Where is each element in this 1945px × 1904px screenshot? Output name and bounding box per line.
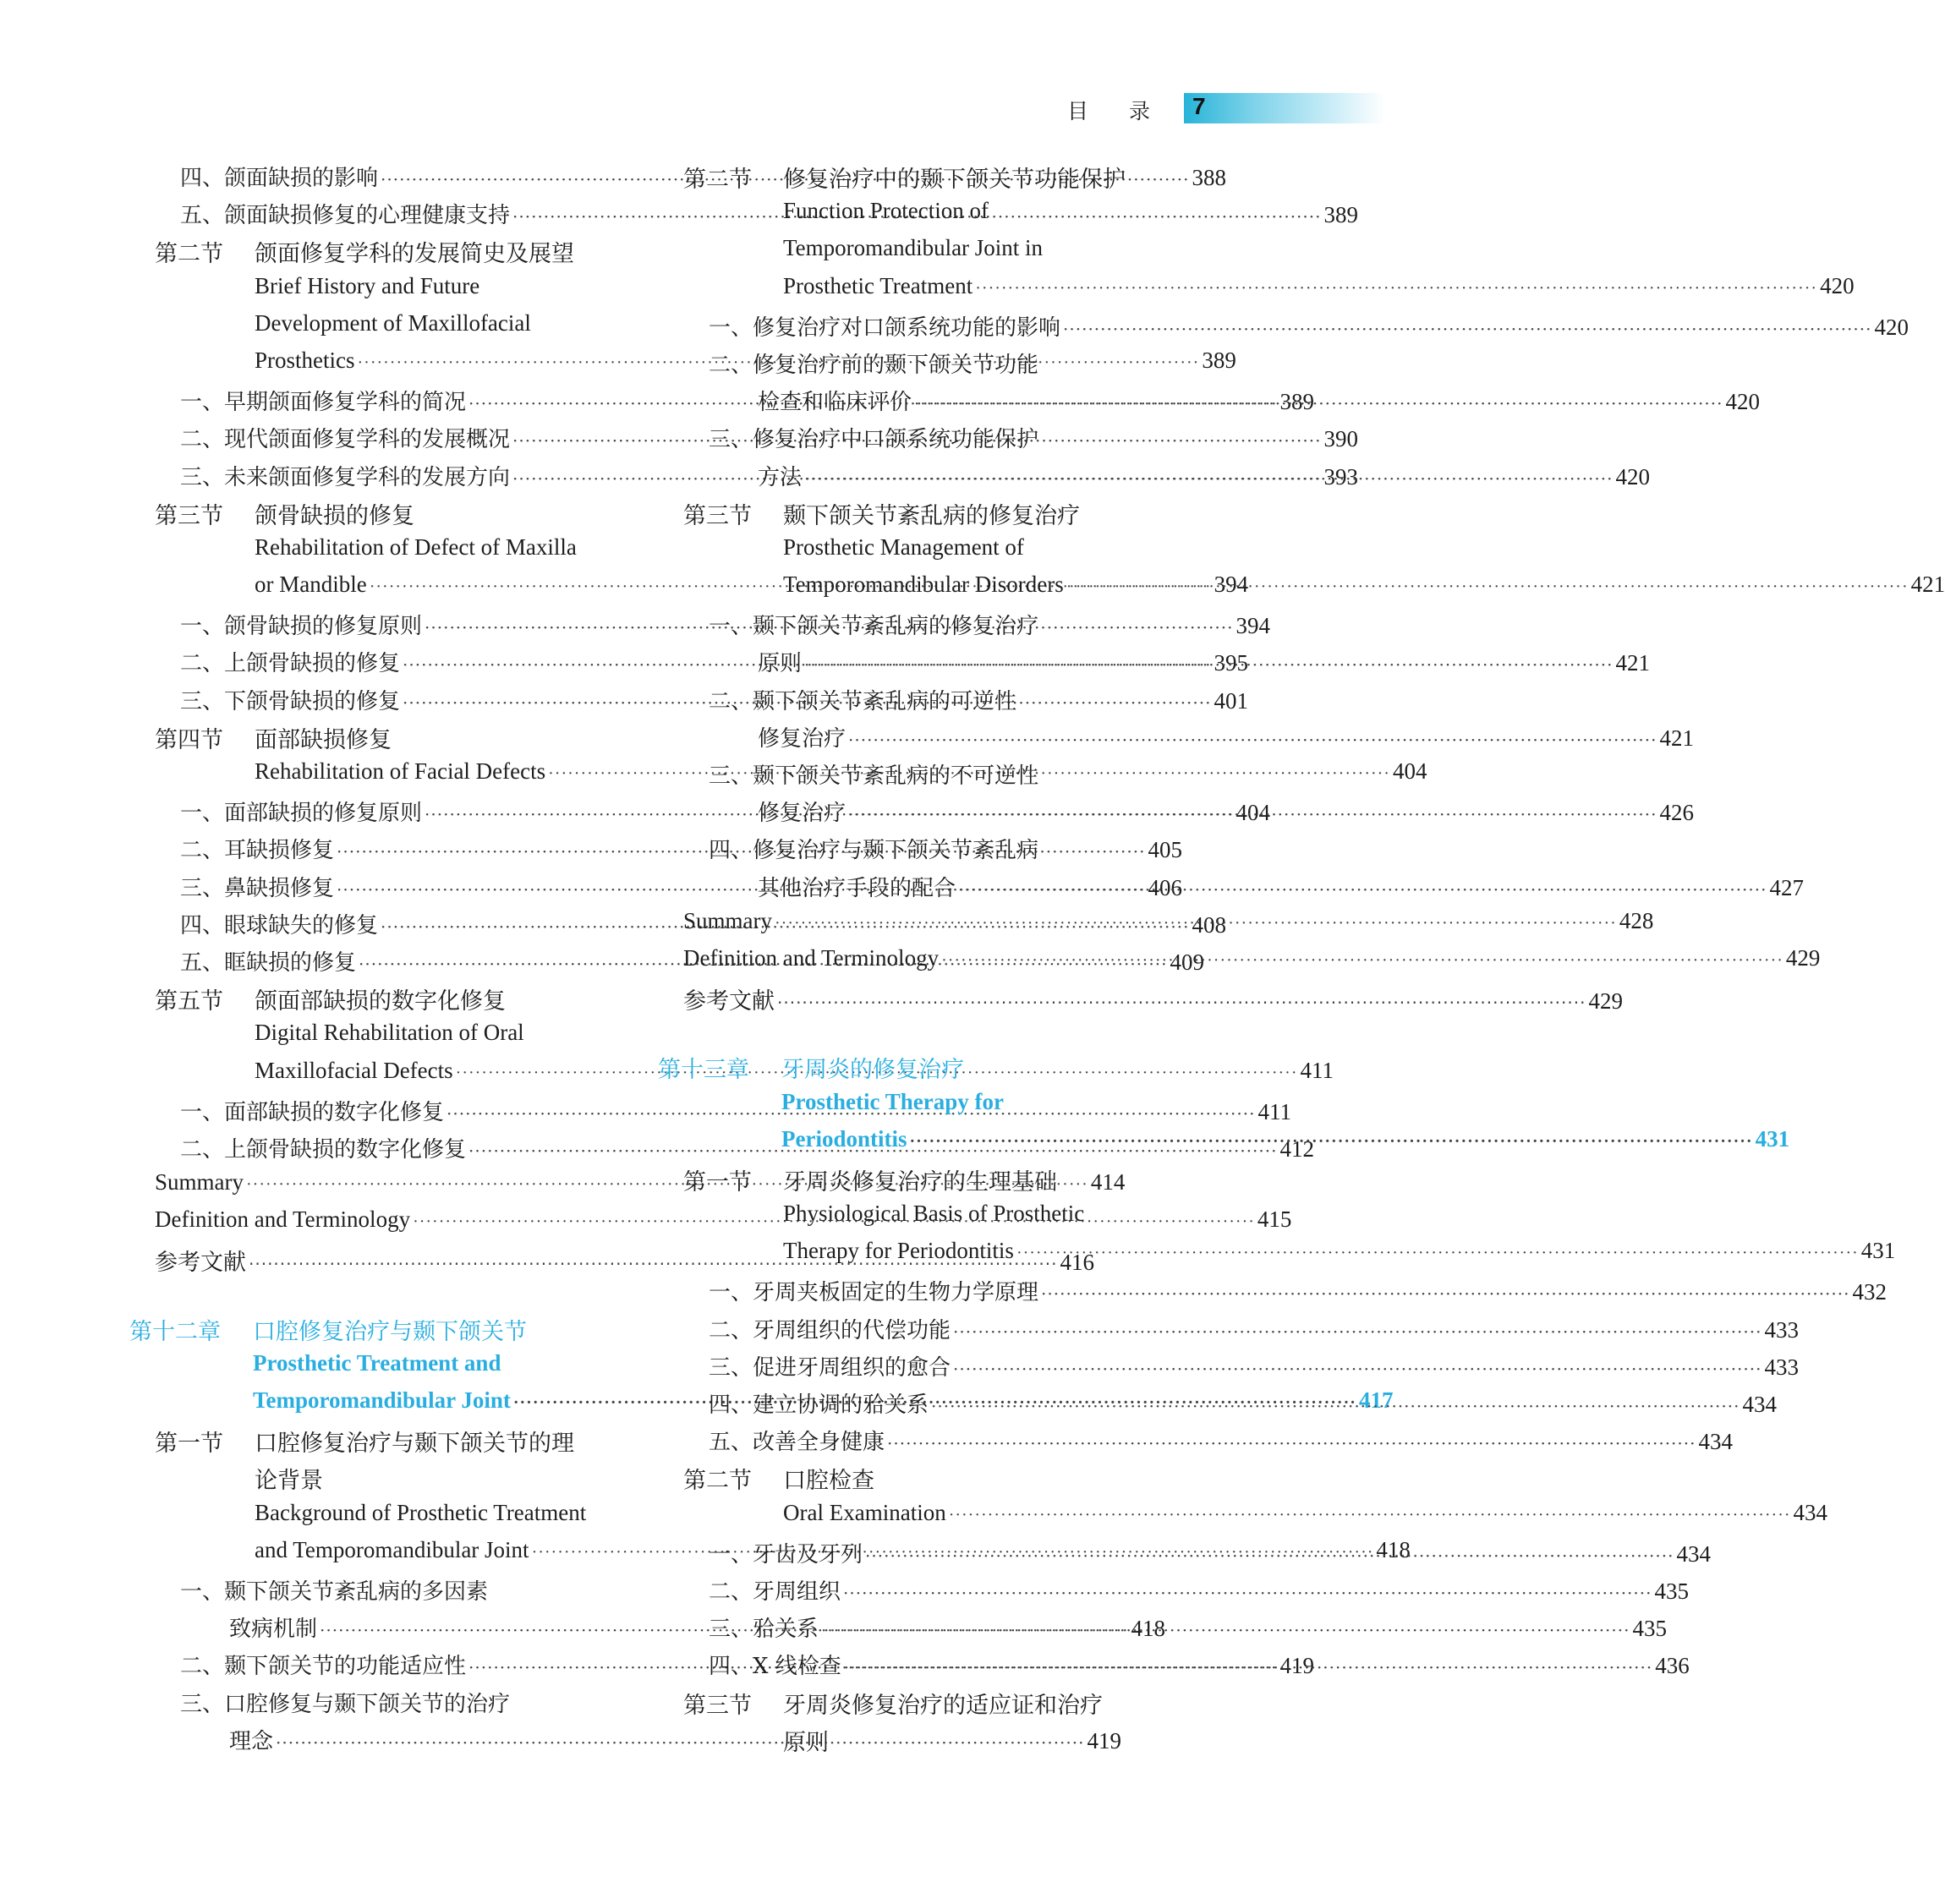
toc-entry-title: 一、早期颌面修复学科的简况 xyxy=(180,390,467,416)
toc-entry-title: 二、牙周组织的代偿功能 xyxy=(709,1317,951,1343)
toc-leader-dots xyxy=(1066,577,1909,597)
toc-entry-title: 颌面修复学科的发展简史及展望 xyxy=(255,241,574,268)
header-title: 目 录 xyxy=(1067,99,1167,123)
toc-entry xyxy=(155,1462,637,1499)
toc-entry xyxy=(683,1275,1887,1312)
toc-entry-title: Summary xyxy=(155,1169,244,1195)
toc-entry-title: 三、𬌗关系 xyxy=(709,1617,819,1643)
toc-entry-page: 405 xyxy=(1148,837,1182,863)
toc-entry-page: 419 xyxy=(1087,1727,1121,1754)
toc-entry-page: 414 xyxy=(1090,1169,1126,1195)
toc-entry-title: 四、X 线检查 xyxy=(709,1654,841,1680)
toc-entry-title: Physiological Basis of Prosthetic xyxy=(783,1201,1085,1227)
toc-entry xyxy=(683,534,1171,572)
toc-entry-page: 421 xyxy=(1659,725,1694,751)
toc-entry xyxy=(683,1499,1828,1537)
toc-entry-title: Function Protection of xyxy=(783,198,989,224)
toc-entry-title: 修复治疗中的颞下颌关节功能保护 xyxy=(783,167,1126,193)
toc-entry xyxy=(683,871,1804,908)
toc-entry-caption: 第十三章 xyxy=(658,1057,749,1084)
toc-entry-title: 一、牙齿及牙列 xyxy=(709,1541,863,1568)
toc-entry-title: Prosthetic Therapy for xyxy=(781,1088,1004,1114)
toc-entry-title: 三、口腔修复与颞下颌关节的治疗 xyxy=(180,1691,511,1717)
toc-entry xyxy=(129,1313,637,1350)
toc-entry xyxy=(683,198,1171,235)
toc-entry xyxy=(155,1574,637,1611)
toc-entry xyxy=(683,161,1171,198)
toc-entry xyxy=(683,1425,1733,1462)
toc-entry-title: 二、颞下颌关节紊乱病的可逆性 xyxy=(709,688,1017,714)
toc-leader-dots xyxy=(843,1583,1652,1603)
toc-entry xyxy=(155,534,637,572)
toc-entry-caption: 第五节 xyxy=(155,988,223,1015)
toc-entry-title: 口腔修复治疗与颞下颌关节的理 xyxy=(255,1431,574,1458)
toc-entry-title: 一、颌骨缺损的修复原则 xyxy=(180,614,423,640)
toc-leader-dots xyxy=(865,1546,1674,1566)
toc-entry-title: 颞下颌关节紊乱病的修复治疗 xyxy=(783,502,1080,529)
toc-entry-page: 431 xyxy=(1755,1125,1790,1152)
toc-leader-dots xyxy=(777,993,1586,1013)
toc-entry xyxy=(683,310,1909,347)
toc-entry-title: 论背景 xyxy=(255,1468,323,1495)
toc-entry xyxy=(683,497,1171,534)
toc-entry-title: 一、面部缺损的修复原则 xyxy=(180,801,423,827)
toc-entry-page: 429 xyxy=(1785,944,1821,971)
page-number-badge xyxy=(1184,93,1385,123)
toc-entry-title: 牙周炎修复治疗的适应证和治疗 xyxy=(783,1692,1103,1719)
toc-entry-page: 421 xyxy=(1910,572,1945,598)
toc-entry xyxy=(683,422,1171,459)
toc-entry-page: 431 xyxy=(1860,1238,1896,1264)
toc-entry xyxy=(155,1687,637,1724)
toc-entry-title: 一、颞下颌关节紊乱病的多因素 xyxy=(180,1578,489,1605)
toc-leader-dots xyxy=(975,279,1817,298)
toc-entry-title: 四、建立协调的𬌗关系 xyxy=(709,1392,929,1418)
toc-entry-title: 口腔修复治疗与颞下颌关节 xyxy=(253,1318,527,1345)
page-number: 7 xyxy=(1192,93,1206,119)
toc-entry-title: Brief History and Future xyxy=(255,272,480,298)
toc-entry-page: 404 xyxy=(1392,758,1427,784)
toc-entry-title: 四、修复治疗与颞下颌关节紊乱病 xyxy=(709,838,1039,864)
toc-entry-title: and Temporomandibular Joint xyxy=(255,1536,529,1562)
toc-leader-dots xyxy=(844,1657,1652,1677)
toc-entry-title: 面部缺损修复 xyxy=(255,726,392,753)
toc-entry-title: Definition and Terminology xyxy=(683,944,940,971)
toc-entry-title: 口腔检查 xyxy=(783,1468,874,1495)
toc-entry xyxy=(155,1500,637,1537)
toc-entry-title: 一、修复治疗对口颌系统功能的影响 xyxy=(709,315,1061,341)
toc-entry xyxy=(683,758,1171,796)
toc-entry-page: 420 xyxy=(1725,389,1760,415)
toc-entry-title: 参考文献 xyxy=(683,988,775,1015)
toc-entry-title: Definition and Terminology xyxy=(155,1206,411,1233)
toc-entry-title: 其他治疗手段的配合 xyxy=(758,875,956,901)
page-header xyxy=(742,93,1385,127)
toc-entry-page: 428 xyxy=(1619,907,1654,933)
toc-entry-title: Temporomandibular Joint xyxy=(253,1387,511,1413)
toc-entry-title: 三、未来颌面修复学科的发展方向 xyxy=(180,464,511,490)
toc-entry xyxy=(683,609,1171,646)
toc-entry xyxy=(683,1611,1667,1649)
toc-entry-title: Rehabilitation of Facial Defects xyxy=(255,758,546,784)
toc-entry-title: 五、颌面缺损修复的心理健康支持 xyxy=(180,203,511,229)
toc-entry-page: 389 xyxy=(1202,347,1236,373)
toc-entry xyxy=(683,1462,1171,1499)
toc-entry xyxy=(155,497,637,534)
toc-entry-page: 395 xyxy=(1214,650,1248,676)
toc-leader-dots xyxy=(958,879,1767,900)
toc-leader-dots xyxy=(953,1321,1761,1342)
toc-entry xyxy=(155,1020,637,1057)
toc-entry-title: 二、修复治疗前的颞下颌关节功能 xyxy=(709,352,1039,378)
toc-leader-dots xyxy=(804,468,1613,489)
toc-spacer xyxy=(155,1282,637,1313)
toc-entry-caption: 第三节 xyxy=(683,1692,752,1719)
toc-leader-dots xyxy=(848,730,1657,750)
toc-entry-title: 原则 xyxy=(783,1729,829,1756)
toc-entry-page: 394 xyxy=(1235,613,1270,639)
toc-entry-page: 419 xyxy=(1279,1653,1314,1679)
toc-entry-page: 415 xyxy=(1257,1206,1292,1233)
toc-entry-page: 411 xyxy=(1300,1057,1334,1083)
toc-entry xyxy=(683,1238,1896,1275)
toc-entry-page: 429 xyxy=(1588,988,1623,1015)
toc-entry xyxy=(683,272,1855,310)
toc-entry-title: 三、促进牙周组织的愈合 xyxy=(709,1354,951,1381)
toc-entry xyxy=(683,721,1694,758)
toc-entry-title: 修复治疗 xyxy=(758,801,846,827)
toc-entry-title: Therapy for Periodontitis xyxy=(783,1238,1014,1264)
toc-entry-title: Summary xyxy=(683,907,772,933)
toc-entry xyxy=(658,1051,1171,1088)
toc-entry-page: 432 xyxy=(1852,1279,1887,1305)
toc-leader-dots xyxy=(848,804,1657,824)
toc-entry-title: 四、颌面缺损的影响 xyxy=(180,166,379,191)
toc-entry-title: 二、现代颌面修复学科的发展概况 xyxy=(180,427,511,453)
toc-entry xyxy=(683,1313,1799,1350)
toc-entry-title: 四、眼球缺失的修复 xyxy=(180,912,379,938)
toc-entry-page: 390 xyxy=(1323,426,1358,452)
toc-entry-title: Oral Examination xyxy=(783,1499,946,1525)
toc-entry-title: Background of Prosthetic Treatment xyxy=(255,1499,587,1525)
toc-leader-dots xyxy=(914,393,1723,413)
toc-entry-page: 435 xyxy=(1654,1578,1689,1604)
toc-entry-page: 436 xyxy=(1655,1653,1690,1679)
toc-entry-title: 三、鼻缺损修复 xyxy=(180,875,335,901)
toc-entry-title: 二、牙周组织 xyxy=(709,1578,841,1605)
toc-entry-title: 三、修复治疗中口颌系统功能保护 xyxy=(709,427,1039,453)
toc-entry-caption: 第一节 xyxy=(683,1168,752,1195)
toc-entry-page: 404 xyxy=(1235,800,1270,826)
toc-entry xyxy=(683,235,1171,272)
toc-leader-dots xyxy=(941,951,1783,971)
toc-entry xyxy=(155,982,637,1020)
toc-entry-page: 389 xyxy=(1323,202,1358,228)
toc-leader-dots xyxy=(931,1396,1740,1416)
toc-entry-title: Temporomandibular Joint in xyxy=(783,235,1044,261)
toc-entry-title: 颌面部缺损的数字化修复 xyxy=(255,988,506,1015)
toc-entry-title: Maxillofacial Defects xyxy=(255,1057,453,1083)
toc-entry-page: 412 xyxy=(1279,1135,1314,1162)
toc-leader-dots xyxy=(1063,319,1871,339)
toc-entry-page: 416 xyxy=(1060,1250,1094,1276)
toc-entry-caption: 第十二章 xyxy=(129,1318,221,1345)
toc-entry xyxy=(155,310,637,347)
toc-entry-caption: 第二节 xyxy=(683,1468,752,1495)
toc-entry-caption: 第二节 xyxy=(155,241,223,268)
toc-entry-title: or Mandible xyxy=(255,572,367,598)
toc-entry-title: 理念 xyxy=(229,1728,274,1754)
toc-entry-title: Rehabilitation of Defect of Maxilla xyxy=(255,533,577,560)
toc-entry-page: 433 xyxy=(1764,1354,1799,1380)
toc-entry-page: 408 xyxy=(1192,911,1226,938)
toc-entry-title: 二、上颌骨缺损的修复 xyxy=(180,651,401,677)
toc-entry-title: 致病机制 xyxy=(229,1617,318,1643)
toc-entry-page: 389 xyxy=(1279,389,1314,415)
toc-entry-page: 435 xyxy=(1632,1616,1667,1642)
toc-entry-page: 420 xyxy=(1874,314,1909,340)
toc-entry-title: 一、颞下颌关节紊乱病的修复治疗 xyxy=(709,614,1039,640)
toc-entry-title: 二、耳缺损修复 xyxy=(180,838,335,864)
toc-entry-page: 434 xyxy=(1742,1392,1777,1417)
toc-entry xyxy=(155,721,637,758)
toc-entry-page: 420 xyxy=(1820,272,1855,298)
toc-entry xyxy=(683,1163,1171,1201)
toc-entry xyxy=(683,1089,1171,1126)
toc-leader-dots xyxy=(821,1620,1630,1640)
toc-entry xyxy=(683,833,1171,870)
toc-entry xyxy=(683,1687,1171,1724)
toc-entry xyxy=(683,1574,1689,1611)
toc-entry-caption: 第二节 xyxy=(683,167,752,193)
toc-leader-dots xyxy=(949,1506,1791,1525)
toc-entry-title: Temporomandibular Disorders xyxy=(783,572,1064,598)
toc-entry-page: 420 xyxy=(1615,463,1650,490)
toc-entry-page: 427 xyxy=(1769,874,1804,900)
toc-entry-page: 418 xyxy=(1131,1616,1165,1642)
toc-entry-title: 三、下颌骨缺损的修复 xyxy=(180,688,401,714)
toc-entry-caption: 第三节 xyxy=(683,502,752,529)
toc-entry-title: Prosthetic Treatment xyxy=(783,272,973,298)
toc-entry xyxy=(155,273,637,310)
toc-entry-title: 牙周炎修复治疗的生理基础 xyxy=(783,1168,1057,1195)
toc-entry-caption: 第一节 xyxy=(155,1431,223,1458)
toc-entry-page: 388 xyxy=(1192,165,1226,190)
toc-leader-dots xyxy=(887,1433,1696,1453)
toc-entry-title: 原则 xyxy=(758,651,803,677)
toc-entry xyxy=(155,1425,637,1462)
toc-entry-title: 五、眶缺损的修复 xyxy=(180,949,357,976)
toc-entry-page: 434 xyxy=(1676,1540,1711,1567)
toc-entry-page: 411 xyxy=(1257,1098,1291,1124)
toc-entry-title: Periodontitis xyxy=(781,1125,907,1152)
toc-entry-title: 颌骨缺损的修复 xyxy=(255,502,414,529)
toc-entry-page: 417 xyxy=(1358,1387,1394,1413)
toc-entry-title: 修复治疗 xyxy=(758,725,846,752)
toc-entry-title: Prosthetic Treatment and xyxy=(253,1349,501,1376)
toc-entry xyxy=(683,1201,1171,1238)
toc-entry-title: 检查和临床评价 xyxy=(758,390,912,416)
toc-entry-title: 牙周炎的修复治疗 xyxy=(781,1057,964,1084)
toc-entry-page: 434 xyxy=(1793,1499,1828,1525)
toc-entry-title: 方法 xyxy=(758,464,803,490)
toc-leader-dots xyxy=(775,914,1617,933)
toc-entry-title: Prosthetics xyxy=(255,347,355,373)
toc-entry-title: 三、颞下颌关节紊乱病的不可逆性 xyxy=(709,763,1039,789)
toc-entry-page: 394 xyxy=(1214,572,1249,598)
toc-leader-dots xyxy=(953,1359,1761,1379)
toc-entry-title: 一、面部缺损的数字化修复 xyxy=(180,1099,445,1125)
toc-leader-dots xyxy=(1041,1283,1849,1304)
toc-entry-page: 433 xyxy=(1764,1316,1799,1343)
toc-entry-title: 参考文献 xyxy=(155,1250,246,1277)
toc-entry-title: Development of Maxillofacial xyxy=(255,309,531,336)
toc-leader-dots xyxy=(910,1132,1753,1152)
toc-entry-caption: 第三节 xyxy=(155,502,223,529)
toc-entry-page: 421 xyxy=(1615,650,1650,676)
toc-entry-page: 401 xyxy=(1214,687,1248,714)
toc-entry xyxy=(683,684,1171,721)
toc-entry-title: 二、颞下颌关节的功能适应性 xyxy=(180,1654,467,1680)
toc-entry xyxy=(683,982,1623,1020)
toc-entry-caption: 第四节 xyxy=(155,726,223,753)
toc-entry-page: 434 xyxy=(1698,1429,1733,1455)
toc-leader-dots xyxy=(804,654,1613,675)
toc-entry xyxy=(683,1350,1799,1387)
toc-entry-title: 一、牙周夹板固定的生物力学原理 xyxy=(709,1280,1039,1306)
toc-entry xyxy=(155,235,637,272)
toc-entry xyxy=(155,1350,637,1387)
toc-entry-page: 406 xyxy=(1148,874,1182,900)
toc-entry-title: 二、上颌骨缺损的数字化修复 xyxy=(180,1136,467,1163)
toc-entry-page: 409 xyxy=(1170,949,1204,975)
toc-entry-page: 426 xyxy=(1659,800,1694,826)
toc-entry-page: 393 xyxy=(1323,463,1358,490)
toc-entry-title: 五、改善全身健康 xyxy=(709,1430,885,1456)
toc-entry xyxy=(683,1724,1171,1761)
toc-leader-dots xyxy=(1016,1244,1859,1263)
toc-spacer xyxy=(683,1020,1171,1051)
toc-entry-title: Digital Rehabilitation of Oral xyxy=(255,1020,524,1046)
toc-entry-page: 418 xyxy=(1376,1536,1411,1562)
toc-entry xyxy=(683,347,1171,385)
toc-entry-title: Prosthetic Management of xyxy=(783,533,1024,560)
